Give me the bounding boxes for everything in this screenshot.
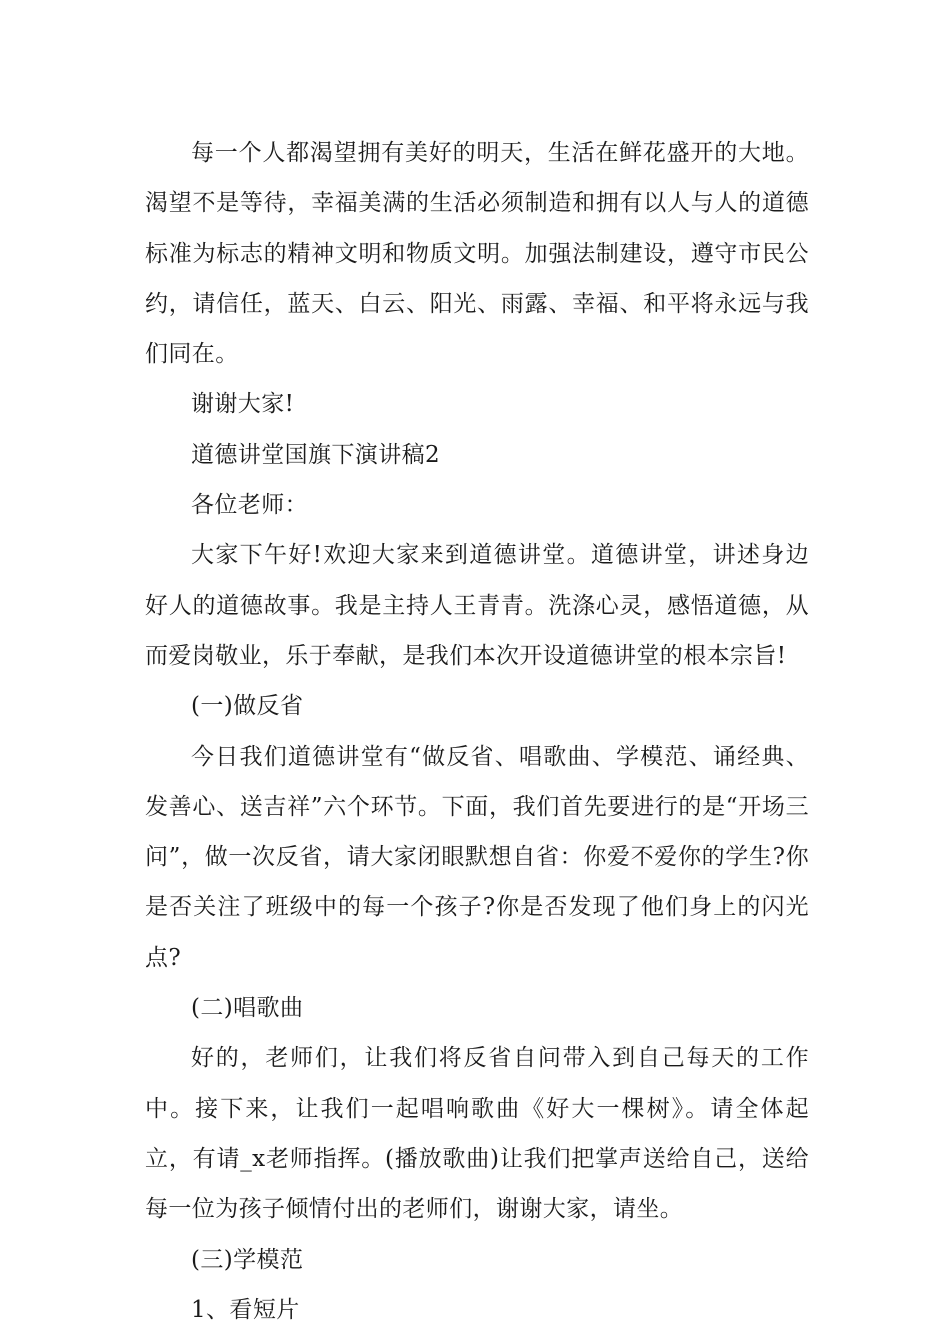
section-heading-1: (一)做反省 (191, 693, 304, 720)
sub-heading-short-film: 1、看短片 (191, 1296, 300, 1323)
section-heading-2: (二)唱歌曲 (191, 995, 304, 1022)
paragraph-greeting: 大家下午好!欢迎大家来到道德讲堂。道德讲堂，讲述身边好人的道德故事。我是主持人王青青。洗涤心灵，感悟道德，从而爱岗敬业，乐于奉献，是我们本次开设道德讲堂的根本宗旨! (145, 542, 809, 669)
salutation: 各位老师： (191, 492, 308, 519)
paragraph-reflection: 今日我们道德讲堂有“做反省、唱歌曲、学模范、诵经典、发善心、送吉祥”六个环节。下面，我们首先要进行的是“开场三问”，做一次反省，请大家闭眼默想自省：你爱不爱你的学生?你是否关注了班级中的每一个孩子?你是否发现了他们身上的闪光点? (145, 743, 809, 971)
document-body (145, 128, 809, 1335)
speech-title: 道德讲堂国旗下演讲稿2 (191, 441, 441, 468)
paragraph-closing-wish: 每一个人都渴望拥有美好的明天，生活在鲜花盛开的大地。渴望不是等待，幸福美满的生活必须制造和拥有以人与人的道德标准为标志的精神文明和物质文明。加强法制建设，遵守市民公约，请信任，蓝天、白云、阳光、雨露、幸福、和平将永远与我们同在。 (145, 140, 809, 368)
section-heading-3: (三)学模范 (191, 1246, 304, 1273)
paragraph-song: 好的，老师们，让我们将反省自问带入到自己每天的工作中。接下来，让我们一起唱响歌曲《好大一棵树》。请全体起立，有请_x老师指挥。(播放歌曲)让我们把掌声送给自己，送给每一位为孩子倾情付出的老师们，谢谢大家，请坐。 (145, 1045, 809, 1223)
paragraph-thanks: 谢谢大家! (191, 391, 295, 418)
